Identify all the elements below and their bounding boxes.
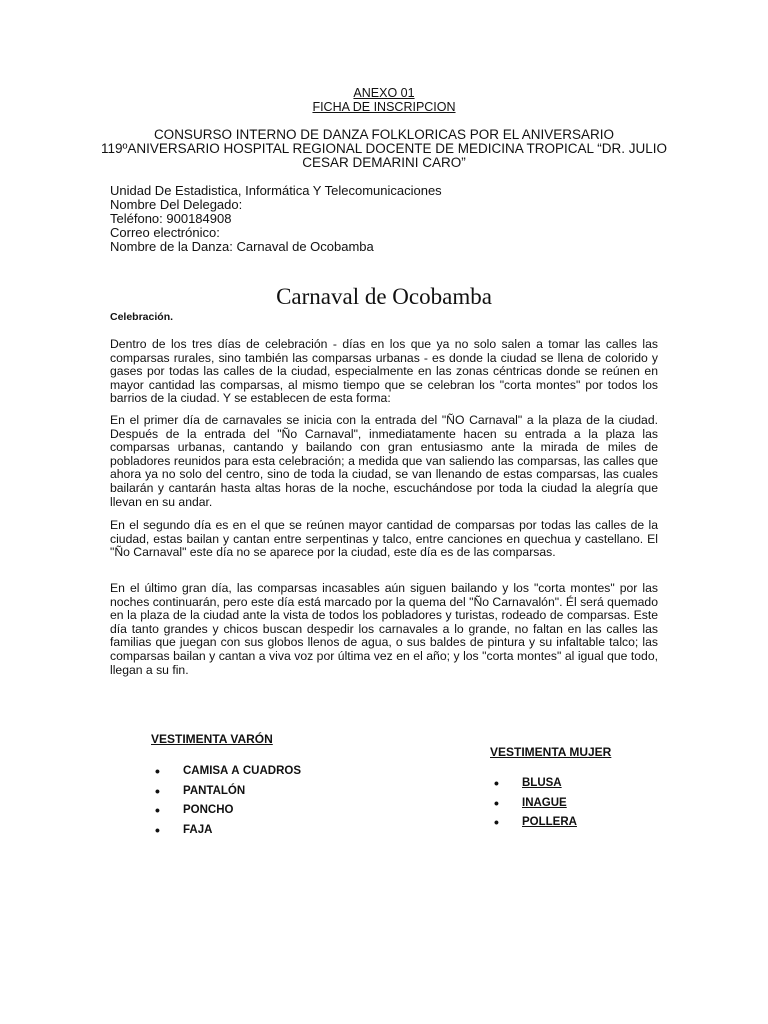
list-item [494, 794, 634, 814]
bullet-icon: • [155, 802, 160, 818]
bullet-icon: • [155, 782, 160, 799]
list-item [494, 813, 634, 833]
list-item-label: PANTALÓN [183, 784, 246, 797]
annex-label: ANEXO 01 [353, 86, 415, 100]
bullet-icon: • [494, 794, 499, 811]
women-clothing-title: VESTIMENTA MUJER [490, 745, 612, 759]
bullet-icon: • [155, 763, 160, 779]
paragraph-3: En el segundo día es en el que se reúnen mayor cantidad de comparsas por todas las calles de la ciudad, estas bailan y cantan entre serpentinas y talco, entre canciones en quechua y castellano. El "Ño Carnaval" este día no se aparece por la ciudad, este día es de las comparsas. [110, 518, 658, 560]
article-subtitle: Celebración. [110, 311, 174, 323]
contest-line-3: CESAR DEMARINI CARO” [302, 155, 466, 170]
article-title: Carnaval de Ocobamba [276, 284, 492, 309]
list-item [155, 801, 300, 821]
women-clothing-list [494, 774, 634, 833]
phone-field: Teléfono: 900184908 [110, 211, 232, 226]
list-item-label: INAGUE [522, 796, 567, 809]
contest-line-2: 119ºANIVERSARIO HOSPITAL REGIONAL DOCENTE DE MEDICINA TROPICAL “DR. JULIO [100, 141, 668, 156]
list-item-label: BLUSA [522, 777, 562, 789]
paragraph-1: Dentro de los tres días de celebración - días en los que ya no solo salen a tomar las calles las comparsas rurales, sino también las comparsas urbanas - es donde la ciudad se llena de colorido y gases por todas las calles de la ciudad, especialmente en las zonas céntricas donde se reúnen en mayor cantidad las comparsas, al mismo tiempo que se celebran los "corta montes" por todos los barrios de la ciudad. Y se establecen de esta forma: [110, 337, 658, 406]
paragraph-4: En el último gran día, las comparsas incasables aún siguen bailando y los "corta montes" por las noches continuarán, pero este día está marcado por la quema del "Ño Carnavalón". Él será quemado en la plaza de la ciudad ante la vista de todos los pobladores y turistas, rodeado de comparsas. Este día tanto grandes y chicos buscan despedir los carnavales a lo grande, no faltan en las calles las familias que juegan con sus globos llenos de agua, o sus baldes de pintura y su infaltable talco; las comparsas bailan y cantan a viva voz por última vez en el año; y los "corta montes" al igual que todo, llegan a su fin. [110, 581, 658, 677]
email-field: Correo electrónico: [110, 225, 220, 240]
dance-name-field: Nombre de la Danza: Carnaval de Ocobamba [110, 239, 374, 254]
list-item-label: FAJA [183, 823, 213, 836]
list-item [155, 821, 300, 841]
list-item-label: PONCHO [183, 804, 234, 816]
men-clothing-title: VESTIMENTA VARÓN [151, 732, 273, 746]
unit-name: Unidad De Estadistica, Informática Y Telecomunicaciones [110, 183, 442, 198]
contest-line-1: CONSURSO INTERNO DE DANZA FOLKLORICAS POR EL ANIVERSARIO [153, 127, 615, 142]
bullet-icon: • [494, 775, 499, 791]
list-item-label: CAMISA A CUADROS [183, 765, 301, 777]
men-clothing-list [155, 762, 300, 840]
form-title: FICHA DE INSCRIPCION [312, 100, 456, 114]
paragraph-2: En el primer día de carnavales se inicia con la entrada del "ÑO Carnaval" a la plaza de la ciudad. Después de la entrada del "Ño Carnaval", inmediatamente hacen su entrada a la plaza las comparsas urbanas, cantando y bailando con gran entusiasmo ante la mirada de miles de pobladores reunidos para esta celebración; a medida que van saliendo las comparsas, las calles que ahora ya no solo del centro, sino de toda la ciudad, se van llenando de estas comparsas, las cuales bailarán y cantarán hasta altas horas de la noche, escuchándose por toda la ciudad la alegría que llevan en su andar. [110, 413, 658, 509]
list-item [155, 762, 300, 782]
list-item [155, 782, 300, 802]
bullet-icon: • [155, 821, 160, 838]
delegate-field: Nombre Del Delegado: [110, 197, 243, 212]
bullet-icon: • [494, 814, 499, 830]
list-item [494, 774, 634, 794]
list-item-label: POLLERA [522, 816, 577, 828]
